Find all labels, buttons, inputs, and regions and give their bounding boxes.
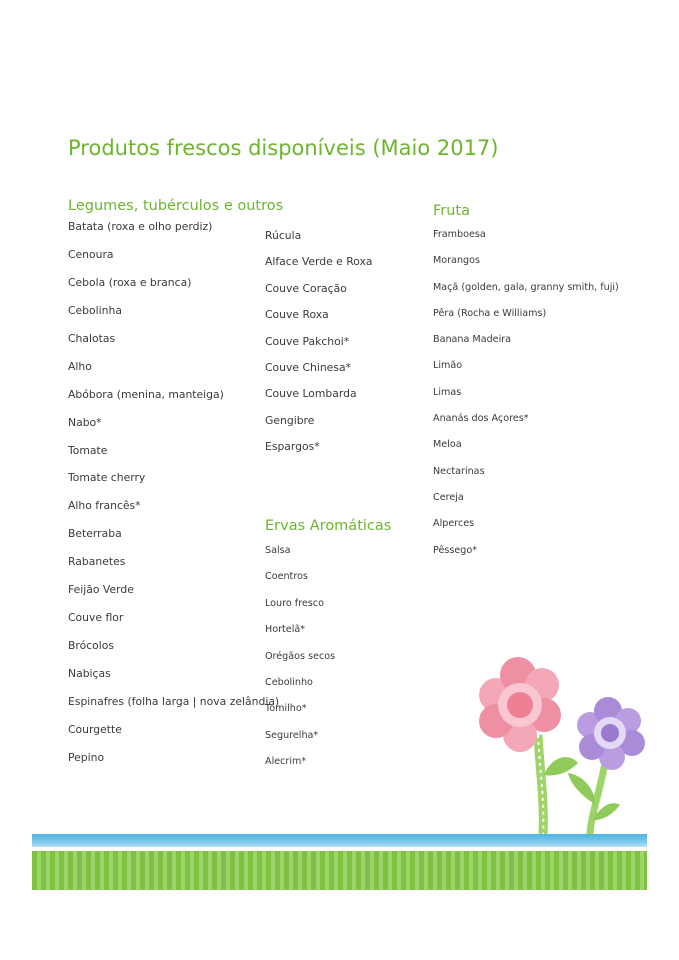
legumes-item: Nabiças [68, 667, 111, 680]
legumes-continued-column [265, 229, 373, 467]
fruta-item: Pêssego* [433, 544, 478, 556]
legumes-item: Batata (roxa e olho perdiz) [68, 220, 213, 233]
legumes-item: Abóbora (menina, manteiga) [68, 387, 224, 401]
ervas-item: Coentros [265, 571, 308, 583]
ervas-item: Louro fresco [265, 597, 324, 609]
legumes-item: Couve flor [68, 611, 124, 625]
fruta-item: Morangos [433, 255, 481, 267]
purple-flower-icon [568, 697, 645, 845]
legumes-item: Espargos* [265, 440, 320, 454]
fruta-item: Limão [433, 360, 463, 372]
fruta-item: Pêra (Rocha e Williams) [433, 307, 547, 319]
legumes-item: Alface Verde e Roxa [265, 255, 373, 269]
legumes-item: Nabo* [68, 415, 102, 429]
legumes-item: Brócolos [68, 639, 114, 653]
pink-flower-icon [479, 657, 578, 855]
legumes-item: Couve Roxa [265, 308, 329, 322]
fruta-column [433, 203, 619, 570]
legumes-column [68, 198, 283, 779]
legumes-item: Gengibre [265, 413, 315, 427]
ervas-item: Hortelã* [265, 624, 306, 636]
legumes-item: Couve Chinesa* [265, 360, 351, 374]
legumes-item: Beterraba [68, 527, 122, 541]
legumes-item: Espinafres (folha larga | nova zelândia) [68, 694, 280, 708]
blue-decorative-band [32, 834, 647, 847]
fruta-item: Meloa [433, 439, 462, 451]
fruta-item: Nectarinas [433, 465, 485, 477]
legumes-item: Rúcula [265, 229, 302, 242]
fruta-item: Banana Madeira [433, 334, 512, 346]
ervas-item: Cebolinho [265, 676, 313, 688]
legumes-item: Tomate [68, 443, 108, 457]
legumes-item: Couve Pakchoi* [265, 334, 350, 348]
legumes-item: Pepino [68, 750, 105, 764]
legumes-item: Cebola (roxa e branca) [68, 275, 192, 289]
fruta-item: Ananás dos Açores* [433, 413, 529, 425]
legumes-item: Alho francês* [68, 499, 141, 513]
legumes-cont-list [265, 229, 373, 467]
ervas-item: Orégãos secos [265, 650, 336, 662]
fruta-item: Alperces [433, 518, 475, 530]
legumes-item: Couve Lombarda [265, 387, 357, 401]
ervas-heading: Ervas Aromáticas [265, 518, 392, 534]
fruta-item: Framboesa [433, 229, 486, 240]
ervas-column [265, 518, 391, 782]
legumes-item: Feijão Verde [68, 583, 134, 597]
legumes-item: Couve Coração [265, 281, 347, 295]
ervas-item: Alecrim* [265, 756, 307, 768]
legumes-item: Rabanetes [68, 555, 126, 569]
legumes-item: Cebolinha [68, 303, 122, 317]
fruta-item: Limas [433, 386, 462, 398]
legumes-item: Tomate cherry [68, 471, 146, 485]
fruta-heading: Fruta [433, 203, 471, 219]
legumes-item: Chalotas [68, 331, 116, 345]
legumes-item: Courgette [68, 722, 122, 736]
fruta-list [433, 228, 619, 570]
ervas-item: Salsa [265, 545, 291, 556]
green-striped-band [32, 851, 647, 890]
ervas-item: Segurelha* [265, 729, 319, 741]
fruta-item: Cereja [433, 491, 464, 503]
ervas-list [265, 544, 391, 782]
legumes-item: Alho [68, 359, 92, 373]
page-title: Produtos frescos disponíveis (Maio 2017) [68, 136, 499, 160]
ervas-item: Tomilho* [265, 703, 307, 715]
legumes-heading: Legumes, tubérculos e outros [68, 198, 284, 214]
fruta-item: Maçã (golden, gala, granny smith, fuji) [433, 281, 619, 293]
flowers-decoration [460, 655, 660, 855]
legumes-list [68, 220, 283, 779]
legumes-item: Cenoura [68, 247, 114, 261]
